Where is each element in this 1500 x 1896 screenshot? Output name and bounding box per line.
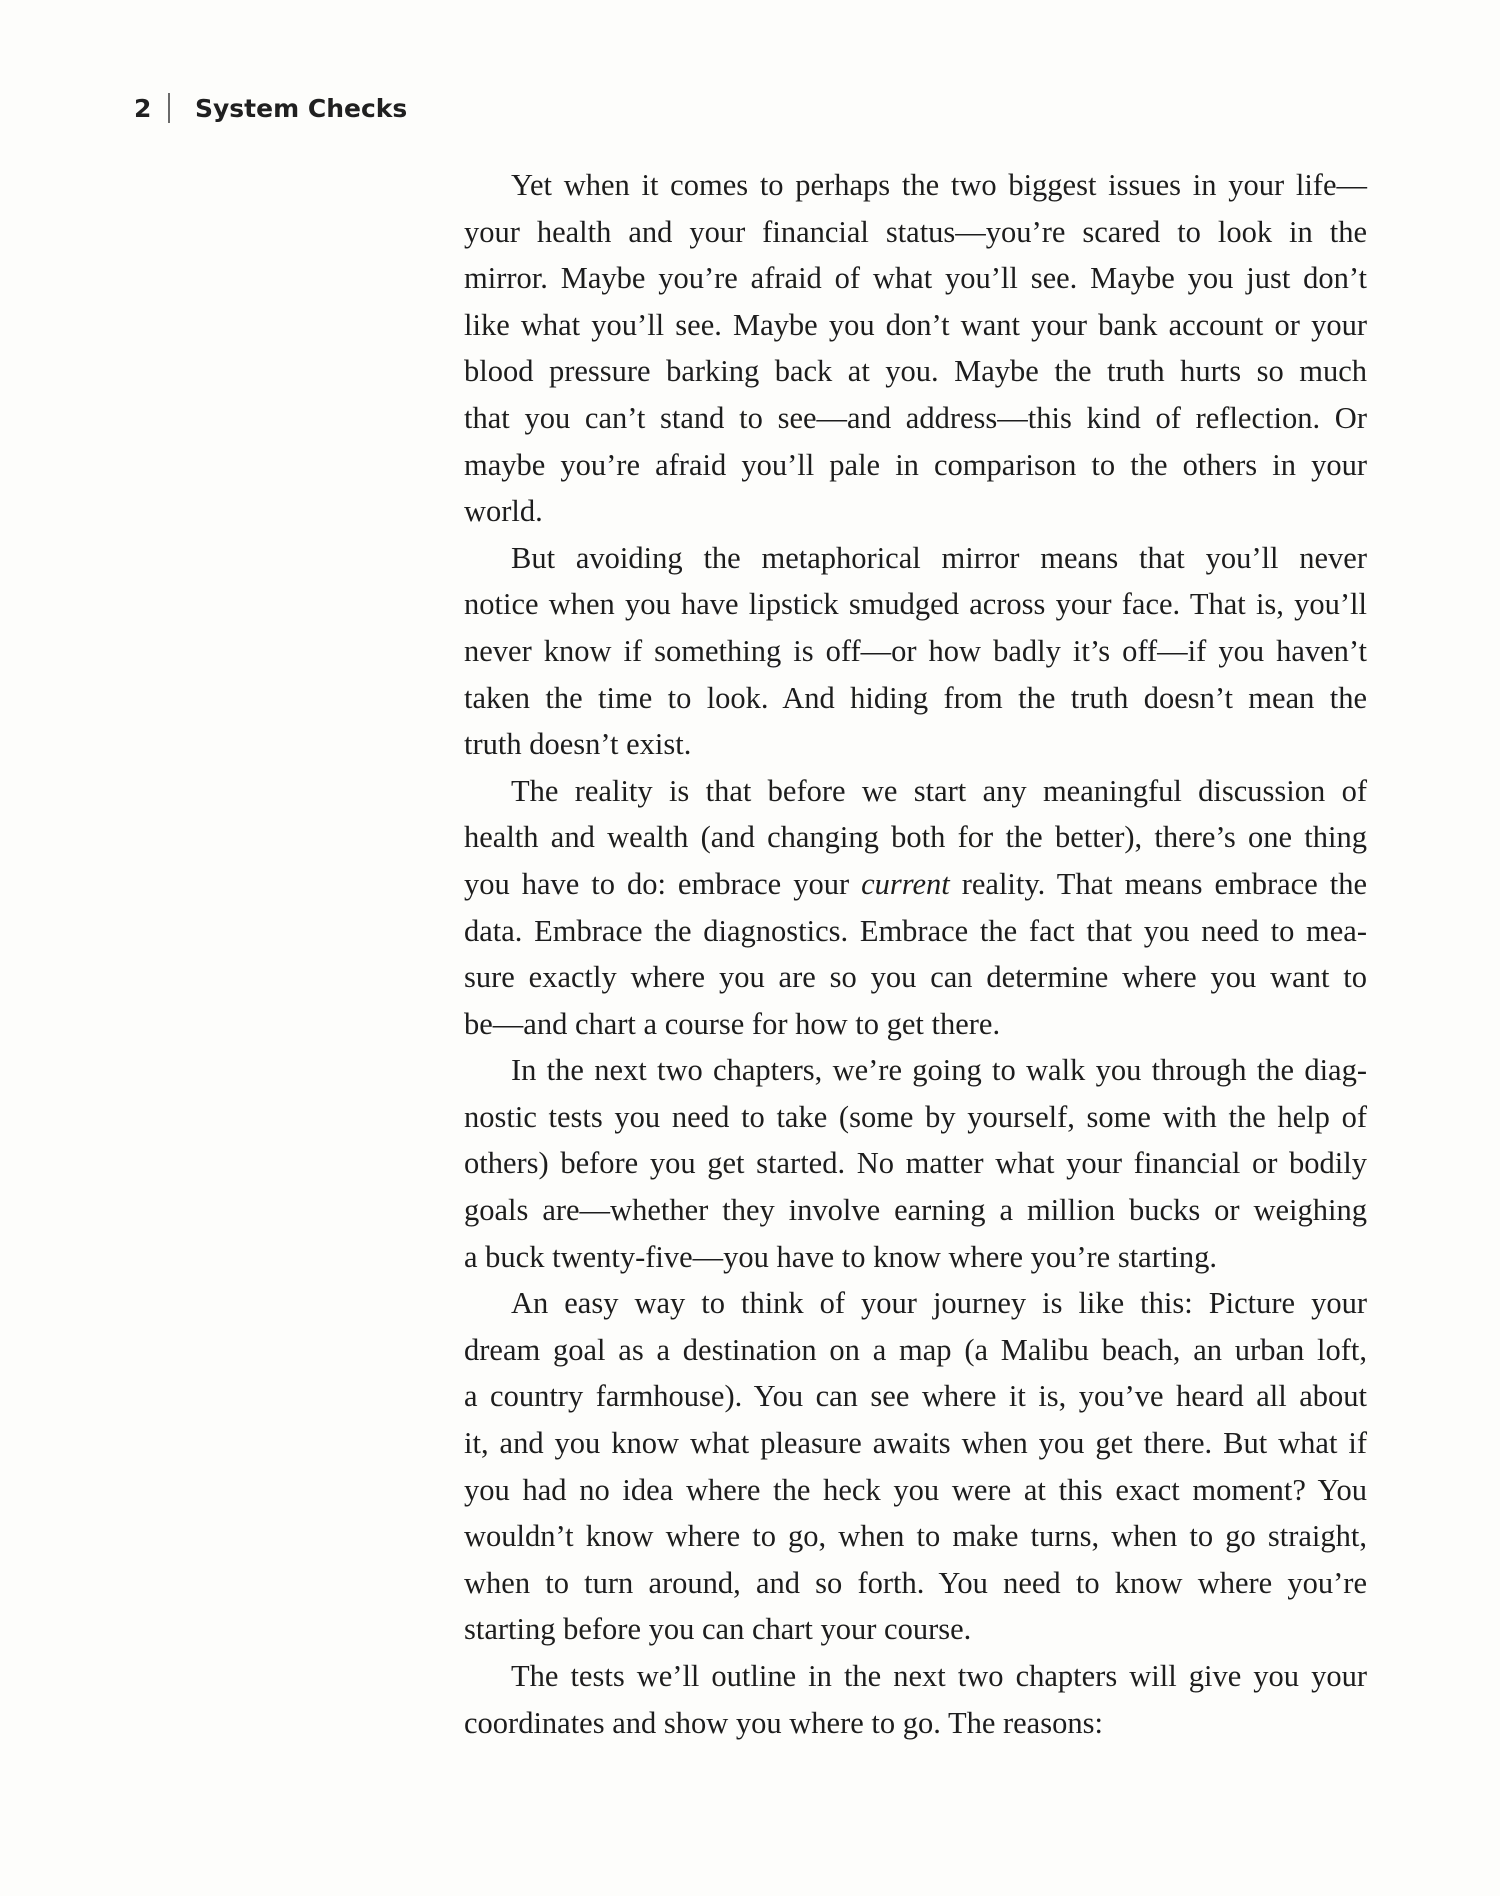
text-line: be—and chart a course for how to get there. bbox=[464, 1006, 1001, 1041]
text-line: taken the time to look. And hiding from the truth doesn’t mean the bbox=[464, 680, 1367, 715]
paragraph-4 bbox=[417, 1047, 1367, 1280]
text-line: data. Embrace the diagnostics. Embrace the fact that you need to mea- bbox=[464, 913, 1367, 948]
text-line: like what you’ll see. Maybe you don’t want your bank account or your bbox=[464, 307, 1367, 342]
text-line: world. bbox=[464, 494, 543, 529]
text-line: goals are—whether they involve earning a million bucks or weighing bbox=[464, 1193, 1367, 1228]
text-line: sure exactly where you are so you can determine where you want to bbox=[464, 960, 1367, 995]
text-line: In the next two chapters, we’re going to walk you through the diag- bbox=[511, 1053, 1367, 1088]
text-line: health and wealth (and changing both for the better), there’s one thing bbox=[464, 820, 1367, 855]
paragraph-3 bbox=[417, 768, 1367, 1048]
text-line: when to turn around, and so forth. You need to know where you’re bbox=[464, 1565, 1367, 1600]
text-line: The tests we’ll outline in the next two chapters will give you your bbox=[511, 1659, 1367, 1693]
paragraph-5 bbox=[417, 1280, 1367, 1653]
text-line: that you can’t stand to see—and address—this kind of reflection. Or bbox=[464, 400, 1367, 435]
text-line: An easy way to think of your journey is like this: Picture your bbox=[511, 1286, 1367, 1321]
running-head bbox=[134, 91, 407, 125]
text-line: it, and you know what pleasure awaits when you get there. But what if bbox=[464, 1426, 1367, 1461]
text-line: maybe you’re afraid you’ll pale in comparison to the others in your bbox=[464, 447, 1367, 482]
text-line: never know if something is off—or how badly it’s off—if you haven’t bbox=[464, 633, 1367, 668]
header-divider bbox=[168, 93, 170, 123]
text-line: Yet when it comes to perhaps the two biggest issues in your life— bbox=[511, 168, 1367, 202]
text-line: blood pressure barking back at you. Maybe the truth hurts so much bbox=[464, 354, 1367, 389]
text-line: others) before you get started. No matter what your financial or bodily bbox=[464, 1146, 1367, 1181]
text-line: But avoiding the metaphorical mirror means that you’ll never bbox=[511, 540, 1367, 575]
page-number: 2 bbox=[134, 93, 152, 123]
body-text bbox=[417, 162, 1367, 1746]
text-line: you had no idea where the heck you were at this exact moment? You bbox=[464, 1472, 1367, 1507]
text-line: nostic tests you need to take (some by yourself, some with the help of bbox=[464, 1099, 1367, 1134]
emphasized-word: current bbox=[861, 866, 950, 901]
text-line: truth doesn’t exist. bbox=[464, 727, 692, 762]
text-line: notice when you have lipstick smudged across your face. That is, you’ll bbox=[464, 587, 1367, 622]
text-line: a country farmhouse). You can see where it is, you’ve heard all about bbox=[464, 1379, 1367, 1414]
paragraph-2 bbox=[417, 535, 1367, 768]
text-line: The reality is that before we start any meaningful discussion of bbox=[511, 773, 1367, 808]
paragraph-6 bbox=[417, 1653, 1367, 1746]
text-line: starting before you can chart your course. bbox=[464, 1612, 972, 1647]
text-line: mirror. Maybe you’re afraid of what you’ll see. Maybe you just don’t bbox=[464, 261, 1367, 296]
text-segment: you have to do: embrace your bbox=[464, 866, 862, 901]
paragraph-1 bbox=[417, 162, 1367, 535]
text-line: wouldn’t know where to go, when to make turns, when to go straight, bbox=[464, 1519, 1367, 1554]
text-line: a buck twenty-five—you have to know where you’re starting. bbox=[464, 1239, 1217, 1274]
text-line: dream goal as a destination on a map (a Malibu beach, an urban loft, bbox=[464, 1332, 1367, 1367]
chapter-title: System Checks bbox=[195, 93, 408, 123]
text-line-emphasis bbox=[417, 861, 1367, 908]
text-line: your health and your financial status—you’re scared to look in the bbox=[464, 214, 1367, 249]
text-segment: reality. That means embrace the bbox=[949, 866, 1367, 901]
text-line: coordinates and show you where to go. The reasons: bbox=[464, 1705, 1103, 1740]
